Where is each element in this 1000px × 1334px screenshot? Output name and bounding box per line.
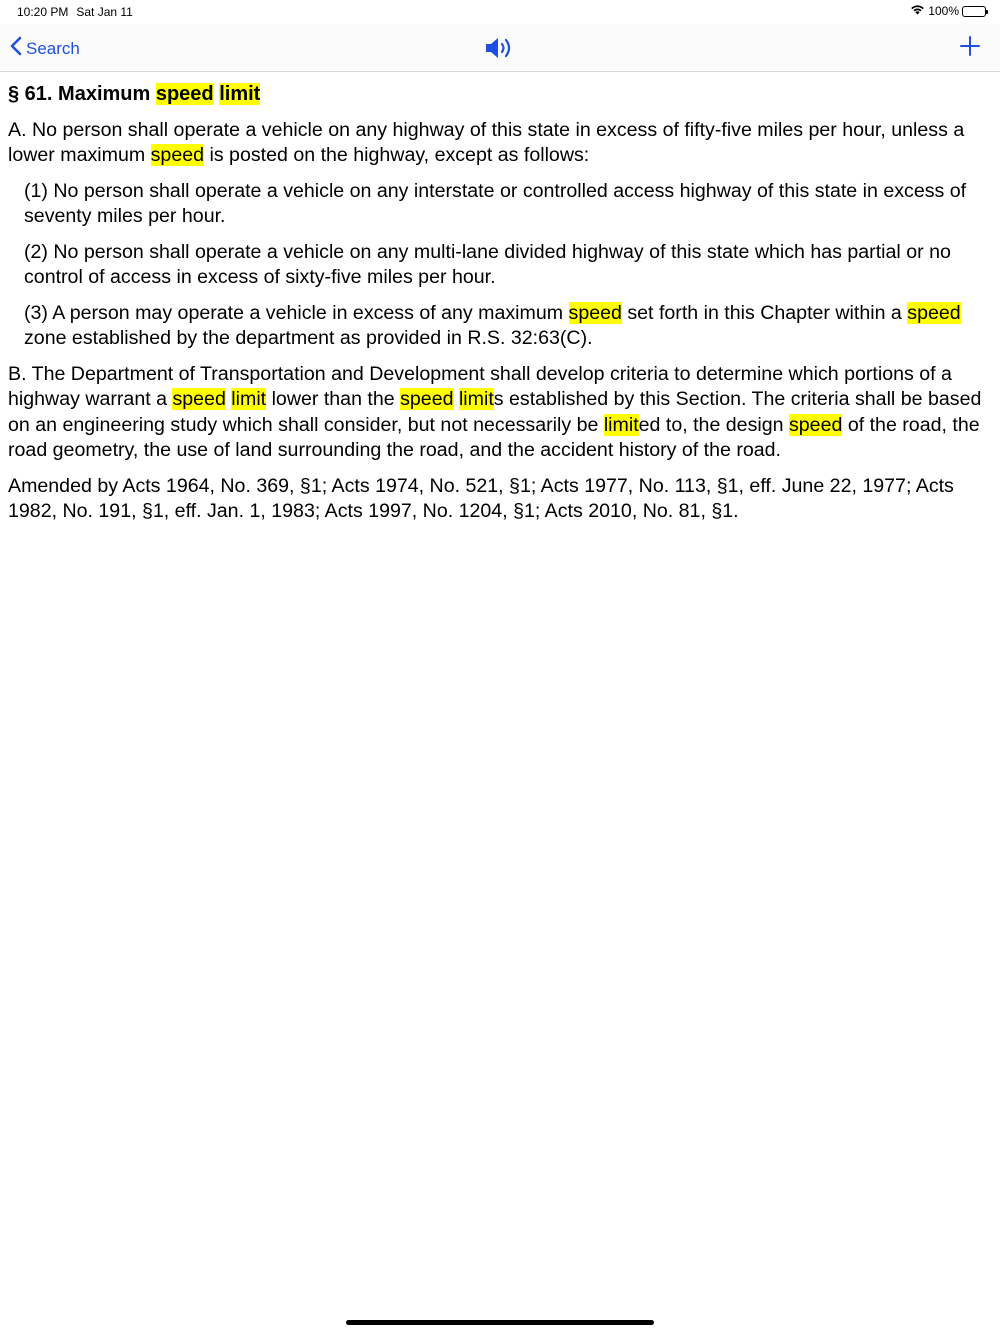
paragraph-text: zone established by the department as provided in R.S. 32:63(C). (24, 327, 593, 349)
wifi-icon (910, 4, 925, 18)
add-button[interactable] (960, 36, 980, 61)
subsection-2: (2) No person shall operate a vehicle on any multi-lane divided highway of this state which has partial or no control of access in excess of sixty-five miles per hour. (24, 240, 951, 288)
status-bar (0, 0, 1000, 24)
plus-icon (960, 43, 980, 60)
search-highlight: limit (231, 388, 267, 410)
battery-icon (962, 6, 986, 17)
document-content (8, 82, 992, 535)
back-button[interactable] (10, 36, 80, 61)
paragraph-text: B. The Department of Transportation and Development shall develop criteria to determine which portions of a highway warrant a (8, 362, 952, 410)
search-highlight: limit (458, 388, 494, 410)
search-highlight: speed (568, 301, 622, 324)
nav-bar (0, 24, 1000, 72)
paragraph-a (8, 118, 992, 169)
paragraph-b (8, 362, 992, 464)
search-highlight: speed (155, 83, 214, 105)
title-text: § 61. Maximum (8, 83, 156, 105)
paragraph-text: is posted on the highway, except as follows: (204, 144, 590, 166)
search-highlight: speed (400, 388, 454, 410)
paragraph-text: lower than the (266, 388, 401, 410)
subsection-1: (1) No person shall operate a vehicle on any interstate or controlled access highway of this state in excess of seventy miles per hour. (24, 179, 967, 227)
home-indicator[interactable] (346, 1320, 654, 1325)
search-highlight: speed (788, 413, 843, 436)
speaker-icon (484, 48, 516, 65)
paragraph-text: (3) A person may operate a vehicle in excess of any maximum (24, 301, 569, 324)
search-highlight: speed (150, 144, 205, 166)
back-button-label: Search (26, 38, 80, 58)
chevron-left-icon (10, 36, 26, 61)
section-title (8, 82, 992, 108)
paragraph-text: set forth in this Chapter within a (621, 301, 908, 324)
paragraph-text: of the road, the road geometry, the use of land surrounding the road, and the accident history of the road. (8, 413, 980, 461)
paragraph-text: s established by this Section. The criteria shall be based on an engineering study which shall consider, but not necessarily be (8, 388, 982, 436)
search-highlight: limit (219, 83, 261, 105)
status-date: Sat Jan 11 (76, 5, 133, 19)
status-right (910, 4, 986, 18)
status-time-group (17, 5, 133, 19)
status-time: 10:20 PM (17, 5, 69, 19)
paragraph-text: A. No person shall operate a vehicle on any highway of this state in excess of fifty-five miles per hour, unless a lower maximum (8, 118, 965, 166)
subsection-3 (24, 301, 992, 352)
battery-percent: 100% (928, 4, 959, 18)
search-highlight: limit (603, 413, 639, 436)
paragraph-text: ed to, the design (638, 413, 789, 436)
amendment-history: Amended by Acts 1964, No. 369, §1; Acts 1974, No. 521, §1; Acts 1977, No. 113, §1, eff. June 22, 1977; Acts 1982, No. 191, §1, eff. Jan. 1, 1983; Acts 1997, No. 1204, §1; Acts 2010, No. 81, §1. (8, 474, 954, 522)
search-highlight: speed (172, 388, 226, 410)
search-highlight: speed (907, 301, 961, 324)
speaker-button[interactable] (484, 35, 516, 66)
